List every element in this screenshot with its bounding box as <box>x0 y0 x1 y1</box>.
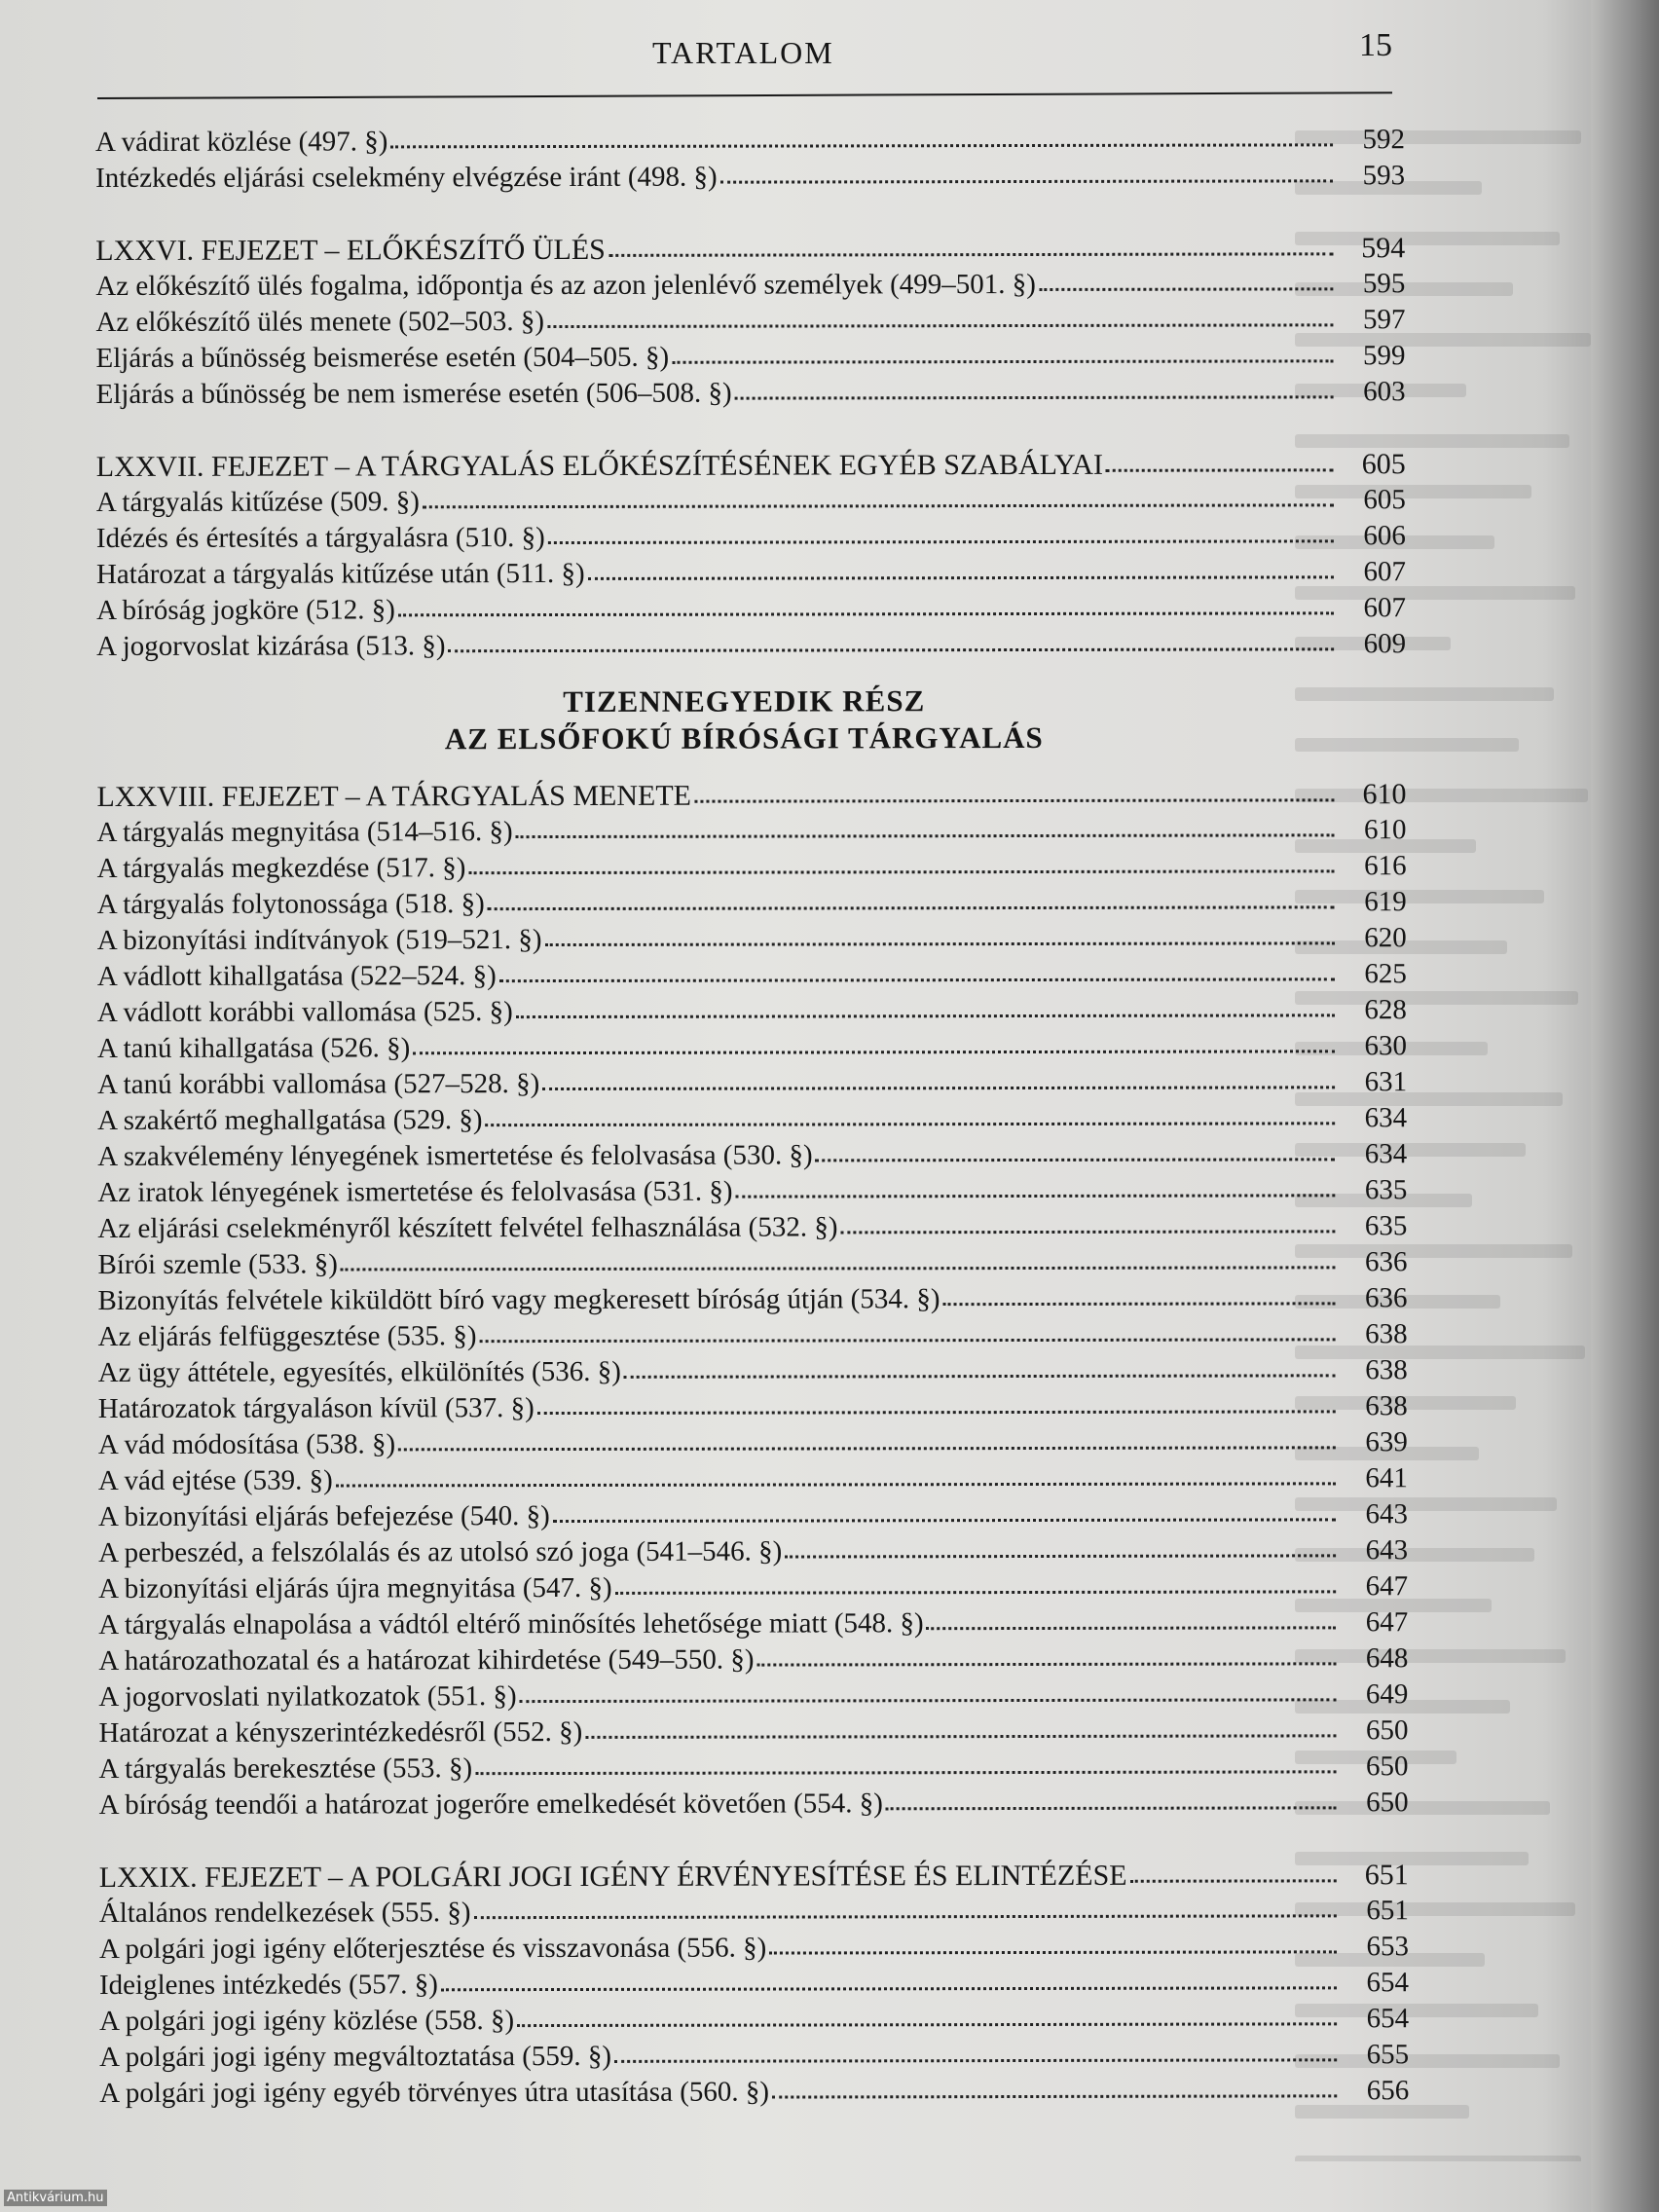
toc-entry <box>95 122 1405 161</box>
toc-entry-title: A szakértő meghallgatása (529. §) <box>97 1104 483 1136</box>
dot-leader <box>449 645 1335 652</box>
dot-leader <box>341 1263 1336 1271</box>
toc-entry-title: Határozat a kényszerintézkedésről (552. §) <box>98 1715 583 1749</box>
toc-entry-title: A tanú korábbi vallomása (527–528. §) <box>97 1068 540 1100</box>
dot-leader <box>547 320 1333 328</box>
toc-entry-title: A tárgyalás kitűzése (509. §) <box>95 486 420 518</box>
toc-entry-title: LXXVIII. FEJEZET – A TÁRGYALÁS MENETE <box>96 779 692 813</box>
toc-entry <box>95 338 1405 377</box>
toc-entry <box>97 1028 1407 1067</box>
dot-leader <box>942 1299 1335 1306</box>
dot-leader <box>720 176 1333 183</box>
section-gap <box>95 194 1405 233</box>
toc-entry-page: 628 <box>1364 994 1407 1026</box>
dot-leader <box>785 1551 1336 1558</box>
toc-entry-title: A polgári jogi igény közlése (558. §) <box>99 2005 515 2037</box>
part-heading-line2: AZ ELSŐFOKÚ BÍRÓSÁGI TÁRGYALÁS <box>444 719 1044 756</box>
toc-entry <box>95 266 1405 305</box>
dot-leader <box>544 939 1334 946</box>
toc-entry <box>98 1604 1408 1643</box>
toc-entry-title: Az iratok lényegének ismertetése és felolvasása (531. §) <box>97 1175 733 1208</box>
toc-entry-page: 597 <box>1362 304 1406 336</box>
dot-leader <box>736 1191 1336 1198</box>
toc-entry-page: 647 <box>1365 1606 1409 1639</box>
toc-entry-page: 625 <box>1364 958 1407 990</box>
toc-entry-page: 610 <box>1362 778 1407 811</box>
toc-entry-page: 654 <box>1366 1967 1410 1999</box>
toc-entry-page: 620 <box>1364 922 1407 954</box>
toc-entry <box>99 1893 1409 1932</box>
chapter-heading <box>99 1857 1409 1896</box>
toc-entry-title: A polgári jogi igény előterjesztése és visszavonása (556. §) <box>98 1932 767 1965</box>
toc-entry-page: 616 <box>1364 850 1407 882</box>
dot-leader <box>694 795 1334 802</box>
toc-entry-title: Határozat a tárgyalás kitűzése után (511. §) <box>95 557 585 590</box>
toc-entry-title: A vád ejtése (539. §) <box>97 1464 333 1496</box>
toc-entry <box>99 1785 1409 1824</box>
toc-entry-title: A bizonyítási eljárás befejezése (540. §) <box>97 1500 550 1532</box>
toc-entry-page: 607 <box>1363 592 1407 624</box>
dot-leader <box>769 1947 1337 1954</box>
dot-leader <box>927 1623 1337 1630</box>
dot-leader <box>615 1587 1337 1595</box>
page-number: 15 <box>1359 27 1392 63</box>
toc-entry <box>96 590 1406 629</box>
toc-entry <box>98 1749 1408 1788</box>
dot-leader <box>772 2091 1337 2098</box>
toc-entry-page: 638 <box>1365 1318 1408 1350</box>
toc-entry-title: Eljárás a bűnösség beismerése esetén (504–505. §) <box>95 341 670 374</box>
toc-entry-page: 649 <box>1365 1678 1409 1711</box>
toc-entry <box>97 920 1407 959</box>
section-gap <box>99 1821 1409 1860</box>
section-gap <box>96 410 1406 449</box>
toc-entry-title: Bírói szemle (533. §) <box>97 1248 338 1280</box>
toc-entry-page: 638 <box>1365 1390 1408 1422</box>
chapter-heading <box>96 446 1406 485</box>
toc-entry <box>97 956 1407 995</box>
toc-entry <box>98 1496 1408 1535</box>
toc-entry <box>98 1713 1408 1751</box>
toc-entry-title: Intézkedés eljárási cselekmény elvégzése iránt (498. §) <box>95 161 718 194</box>
toc-entry-title: A tárgyalás megkezdése (517. §) <box>96 852 466 884</box>
toc-entry <box>99 2073 1409 2112</box>
dot-leader <box>1106 465 1334 471</box>
toc-entry-page: 656 <box>1366 2075 1410 2107</box>
toc-entry <box>97 1172 1407 1211</box>
dot-leader <box>516 830 1335 838</box>
dot-leader <box>542 1083 1335 1090</box>
toc-entry-title: A tárgyalás folytonossága (518. §) <box>96 888 485 920</box>
table-of-contents <box>95 122 1409 2112</box>
toc-entry-page: 638 <box>1365 1354 1408 1386</box>
dot-leader <box>585 1731 1336 1739</box>
toc-entry-page: 636 <box>1364 1282 1408 1314</box>
toc-entry <box>97 1100 1407 1139</box>
toc-entry-title: A perbeszéd, a felszólalás és az utolsó szó joga (541–546. §) <box>98 1535 783 1568</box>
toc-entry-title: A bizonyítási indítványok (519–521. §) <box>96 924 542 956</box>
toc-entry-title: A tárgyalás megnyitása (514–516. §) <box>96 816 513 848</box>
toc-entry-page: 653 <box>1366 1931 1409 1963</box>
toc-entry-title: A jogorvoslati nyilatkozatok (551. §) <box>98 1680 517 1713</box>
toc-entry-page: 619 <box>1364 886 1407 918</box>
toc-entry <box>97 1064 1407 1103</box>
toc-entry-title: A bíróság teendői a határozat jogerőre emelkedését követően (554. §) <box>98 1788 883 1821</box>
dot-leader <box>390 140 1333 148</box>
header-rule <box>97 92 1392 99</box>
toc-entry-page: 639 <box>1365 1426 1408 1458</box>
toc-entry-title: A vádirat közlése (497. §) <box>95 126 388 158</box>
toc-entry-title: A bíróság jogköre (512. §) <box>96 594 395 626</box>
toc-entry-title: Az előkészítő ülés fogalma, időpontja és az azon jelenlévő személyek (499–501. §) <box>95 268 1036 302</box>
toc-entry-page: 636 <box>1364 1246 1408 1278</box>
part-heading <box>96 662 1391 779</box>
toc-entry-title: A vádlott kihallgatása (522–524. §) <box>96 960 497 992</box>
toc-entry-page: 594 <box>1361 232 1406 265</box>
dot-leader <box>499 975 1335 982</box>
toc-entry-page: 634 <box>1364 1102 1408 1134</box>
toc-entry-page: 643 <box>1365 1534 1409 1567</box>
dot-leader <box>756 1659 1336 1666</box>
dot-leader <box>553 1515 1336 1523</box>
toc-entry-title: A tanú kihallgatása (526. §) <box>96 1032 411 1064</box>
toc-entry <box>96 626 1406 665</box>
toc-entry <box>96 554 1406 593</box>
toc-entry <box>97 1208 1407 1247</box>
toc-entry <box>97 1136 1407 1175</box>
dot-leader <box>488 903 1335 910</box>
toc-entry-page: 603 <box>1363 376 1406 408</box>
toc-entry <box>98 1641 1408 1679</box>
dot-leader <box>735 392 1334 399</box>
toc-entry-page: 635 <box>1364 1174 1408 1206</box>
toc-entry-title: A tárgyalás elnapolása a vádtól eltérő minősítés lehetősége miatt (548. §) <box>98 1607 924 1641</box>
toc-entry-page: 631 <box>1364 1066 1408 1098</box>
dot-leader <box>816 1155 1336 1161</box>
toc-entry <box>97 848 1407 887</box>
toc-entry-title: Eljárás a bűnösség be nem ismerése esetén (506–508. §) <box>95 377 732 410</box>
toc-entry <box>99 1965 1409 2004</box>
dot-leader <box>1039 284 1333 291</box>
toc-entry-title: A bizonyítási eljárás újra megnyitása (547. §) <box>98 1571 612 1604</box>
toc-entry <box>96 518 1406 557</box>
dot-leader <box>672 356 1333 363</box>
toc-entry-page: 648 <box>1365 1642 1409 1675</box>
toc-entry-page: 599 <box>1362 340 1406 372</box>
toc-entry-title: Az ügy áttétele, egyesítés, elkülönítés (536. §) <box>97 1355 621 1388</box>
toc-entry <box>98 1316 1408 1355</box>
toc-entry-page: 650 <box>1366 1787 1409 1819</box>
toc-entry-page: 609 <box>1363 628 1407 660</box>
toc-entry <box>97 992 1407 1031</box>
toc-entry-title: A szakvélemény lényegének ismertetése és felolvasása (530. §) <box>97 1139 813 1172</box>
toc-entry <box>99 2001 1409 2040</box>
toc-entry-page: 647 <box>1365 1570 1409 1603</box>
dot-leader <box>840 1227 1335 1234</box>
dot-leader <box>1130 1876 1337 1882</box>
dot-leader <box>548 536 1334 544</box>
toc-entry-page: 630 <box>1364 1030 1408 1062</box>
toc-entry-title: A polgári jogi igény egyéb törvényes útra utasítása (560. §) <box>99 2076 770 2109</box>
dot-leader <box>423 500 1334 508</box>
dot-leader <box>516 1011 1335 1018</box>
toc-entry <box>96 482 1406 521</box>
toc-entry-page: 651 <box>1364 1859 1409 1892</box>
toc-entry <box>98 1532 1408 1571</box>
toc-entry-page: 643 <box>1365 1498 1409 1530</box>
toc-entry <box>95 302 1405 341</box>
toc-entry-title: Ideiglenes intézkedés (557. §) <box>98 1969 438 2001</box>
toc-entry-page: 605 <box>1363 484 1406 516</box>
toc-entry-page: 654 <box>1366 2003 1410 2035</box>
dot-leader <box>413 1047 1335 1054</box>
chapter-heading <box>96 776 1406 815</box>
dot-leader <box>468 866 1334 874</box>
toc-entry-title: A vád módosítása (538. §) <box>97 1428 396 1460</box>
toc-entry <box>98 1460 1408 1499</box>
toc-entry-title: A tárgyalás berekesztése (553. §) <box>98 1752 473 1785</box>
toc-entry-page: 634 <box>1364 1138 1408 1170</box>
toc-entry <box>97 1280 1407 1319</box>
toc-entry <box>97 1244 1407 1283</box>
toc-entry-title: A vádlott korábbi vallomása (525. §) <box>96 996 513 1028</box>
dot-leader <box>480 1335 1336 1343</box>
toc-entry-title: Az eljárási cselekményről készített felvétel felhasználása (532. §) <box>97 1211 838 1244</box>
dot-leader <box>398 1443 1336 1451</box>
toc-entry-title: A határozathozatal és a határozat kihirdetése (549–550. §) <box>98 1643 755 1677</box>
toc-entry-title: Idézés és értesítés a tárgyalásra (510. §) <box>95 522 545 554</box>
toc-entry-page: 635 <box>1364 1210 1408 1242</box>
toc-entry-page: 655 <box>1366 2039 1410 2071</box>
toc-entry <box>97 884 1407 923</box>
toc-entry-title: Általános rendelkezések (555. §) <box>98 1897 471 1929</box>
toc-entry-title: A polgári jogi igény megváltoztatása (559. §) <box>99 2040 612 2073</box>
toc-entry-page: 651 <box>1366 1895 1409 1927</box>
toc-entry <box>99 1929 1409 1968</box>
toc-entry-title: LXXVII. FEJEZET – A TÁRGYALÁS ELŐKÉSZÍTÉSÉNEK EGYÉB SZABÁLYAI <box>95 448 1103 483</box>
toc-entry-page: 650 <box>1365 1714 1409 1747</box>
toc-entry-title: Az eljárás felfüggesztése (535. §) <box>97 1320 477 1352</box>
toc-entry-title: A jogorvoslat kizárása (513. §) <box>96 630 446 662</box>
toc-entry <box>98 1424 1408 1463</box>
dot-leader <box>537 1407 1336 1415</box>
toc-entry-title: LXXVI. FEJEZET – ELŐKÉSZÍTŐ ÜLÉS <box>95 233 606 267</box>
dot-leader <box>608 249 1333 257</box>
toc-entry-page: 593 <box>1362 160 1406 192</box>
dot-leader <box>624 1371 1336 1379</box>
dot-leader <box>517 2019 1337 2027</box>
dot-leader <box>475 1767 1336 1775</box>
toc-entry-page: 650 <box>1366 1751 1409 1783</box>
page-edge-shadow <box>1591 0 1659 2212</box>
toc-entry <box>98 1388 1408 1427</box>
dot-leader <box>398 608 1334 616</box>
dot-leader <box>520 1695 1337 1703</box>
toc-entry-title: LXXIX. FEJEZET – A POLGÁRI JOGI IGÉNY ÉRVÉNYESÍTÉSE ÉS ELINTÉZÉSE <box>98 1859 1127 1894</box>
toc-entry <box>98 1677 1408 1715</box>
toc-entry <box>98 1568 1408 1607</box>
running-title: TARTALOM <box>652 35 834 70</box>
watermark-label: Antikvárium.hu <box>4 2190 107 2206</box>
toc-entry-title: Bizonyítás felvétele kiküldött bíró vagy megkeresett bíróság útján (534. §) <box>97 1283 940 1316</box>
toc-entry-title: Határozatok tárgyaláson kívül (537. §) <box>97 1392 535 1424</box>
dot-leader <box>336 1479 1336 1487</box>
dot-leader <box>614 2055 1337 2063</box>
dot-leader <box>588 572 1334 580</box>
toc-entry-title: Az előkészítő ülés menete (502–503. §) <box>95 306 545 338</box>
toc-entry-page: 605 <box>1361 448 1406 481</box>
dot-leader <box>886 1803 1337 1810</box>
toc-entry <box>99 2037 1409 2076</box>
toc-entry <box>96 374 1406 413</box>
toc-entry-page: 592 <box>1362 124 1406 156</box>
toc-entry-page: 606 <box>1363 520 1406 552</box>
toc-entry-page: 607 <box>1363 556 1406 588</box>
dot-leader <box>486 1119 1336 1126</box>
toc-entry <box>95 158 1405 197</box>
part-heading-line1: TIZENNEGYEDIK RÉSZ <box>563 683 926 719</box>
toc-entry <box>96 812 1406 851</box>
dot-leader <box>474 1911 1337 1919</box>
running-header <box>97 27 1392 105</box>
toc-entry-page: 641 <box>1365 1462 1408 1494</box>
chapter-heading <box>95 230 1405 269</box>
dot-leader <box>441 1983 1337 1991</box>
toc-entry-page: 595 <box>1362 268 1406 300</box>
toc-entry-page: 610 <box>1363 814 1407 846</box>
toc-entry <box>98 1352 1408 1391</box>
